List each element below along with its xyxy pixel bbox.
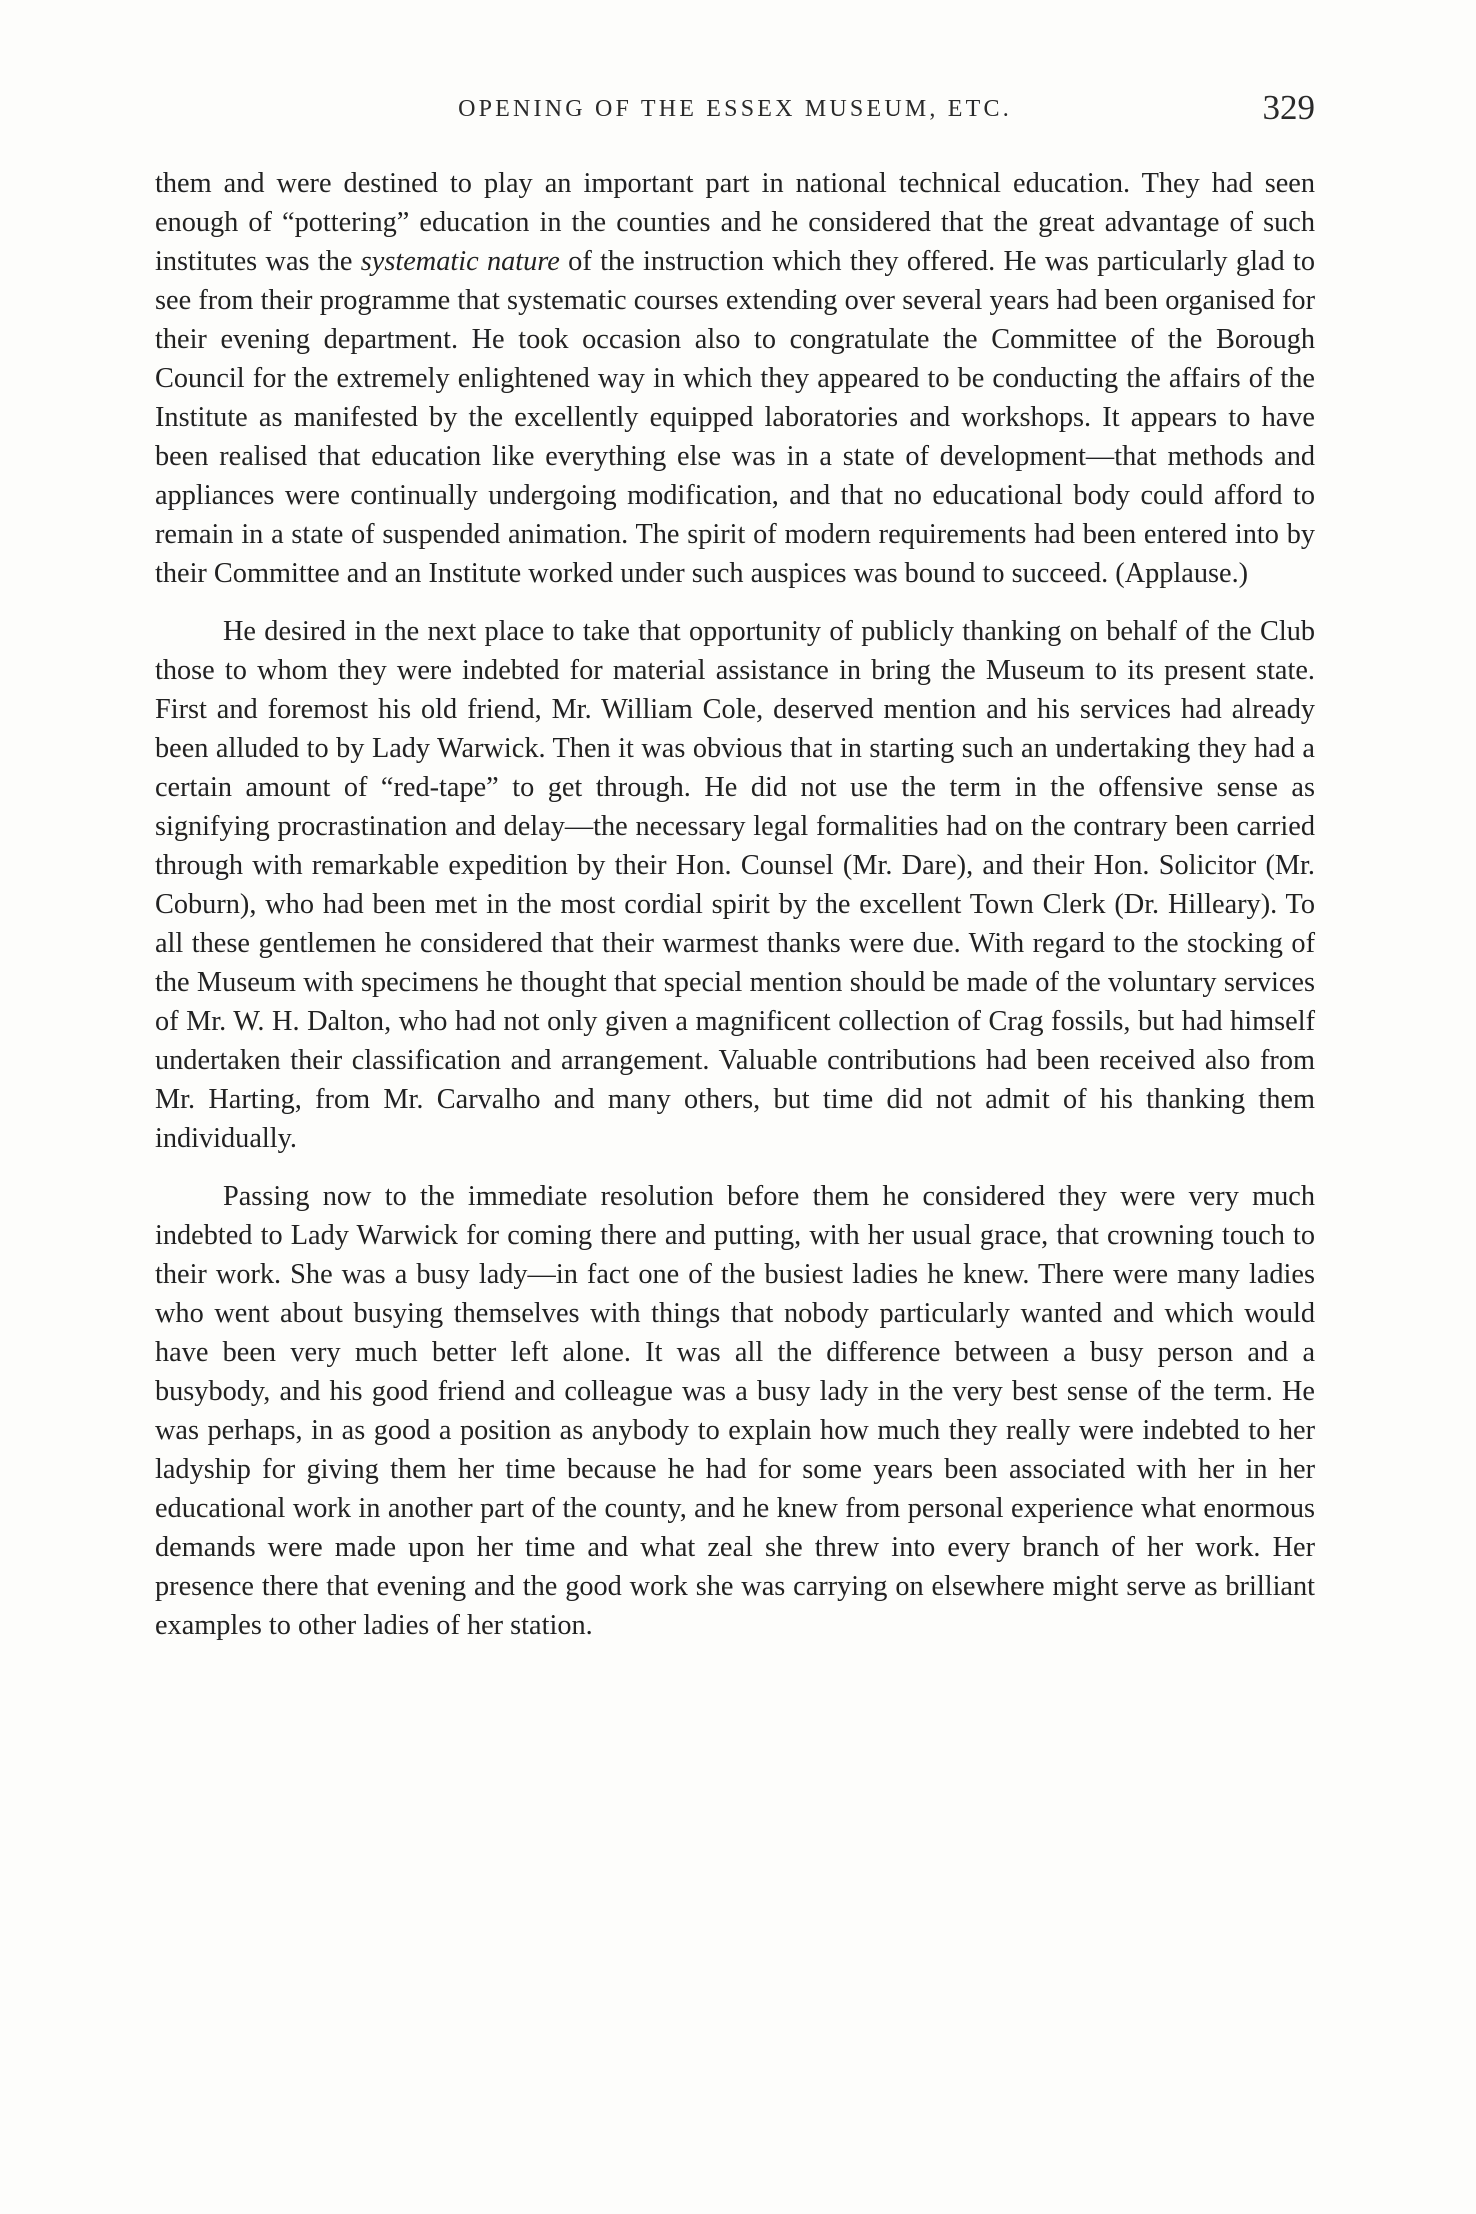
paragraph-continued [155,164,1315,593]
paragraph-resolution: Passing now to the immediate resolution before them he considered they were very much indebted to Lady Warwick for coming there and putting, with her usual grace, that crowning touch to their work. She was a busy lady—in fact one of the busiest ladies he knew. There were many ladies who went about busying themselves with things that nobody particularly wanted and which would have been very much better left alone. It was all the difference between a busy person and a busybody, and his good friend and colleague was a busy lady in the very best sense of the term. He was perhaps, in as good a position as anybody to explain how much they really were indebted to her ladyship for giving them her time because he had for some years been associated with her in her educational work in another part of the county, and he knew from personal experience what enormous demands were made upon her time and what zeal she threw into every branch of her work. Her presence there that evening and the good work she was carrying on elsewhere might serve as brilliant examples to other ladies of her station. [155,1181,1315,1641]
page-number: 329 [1262,88,1315,127]
paragraph-1-text-start: them and were destined to play an important part in national technical education. They had seen enough of “pottering” education in the counties and he considered that the great advantage of such institutes was the [155,168,1315,277]
paragraph-1-text-end: of the instruction which they offered. He was particularly glad to see from their programme that systematic courses extending over several years had been organised for their evening department. He took occasion also to congratulate the Committee of the Borough Council for the extremely enlightened way in which they appeared to be conducting the affairs of the Institute as manifested by the excellently equipped laboratories and workshops. It appears to have been realised that education like everything else was in a state of development—that methods and appliances were continually undergoing modification, and that no educational body could afford to remain in a state of suspended animation. The spirit of modern requirements had been entered into by their Committee and an Institute worked under such auspices was bound to succeed. (Applause.) [155,246,1315,589]
paragraph-1-italic-phrase: systematic nature [360,246,560,277]
paragraph-thanks: He desired in the next place to take that opportunity of publicly thanking on behalf of the Club those to whom they were indebted for material assistance in bring the Museum to its present state. First and foremost his old friend, Mr. William Cole, deserved mention and his services had already been alluded to by Lady Warwick. Then it was obvious that in starting such an undertaking they had a certain amount of “red-tape” to get through. He did not use the term in the offensive sense as signifying procrastination and delay—the necessary legal formalities had on the contrary been carried through with remarkable expedition by their Hon. Counsel (Mr. Dare), and their Hon. Solicitor (Mr. Coburn), who had been met in the most cordial spirit by the excellent Town Clerk (Dr. Hilleary). To all these gentlemen he considered that their warmest thanks were due. With regard to the stocking of the Museum with specimens he thought that special mention should be made of the voluntary services of Mr. W. H. Dalton, who had not only given a magnificent collection of Crag fossils, but had himself undertaken their classification and arrangement. Valuable contributions had been received also from Mr. Harting, from Mr. Carvalho and many others, but time did not admit of his thanking them individually. [155,616,1315,1154]
running-header [155,88,1315,136]
running-title: OPENING OF THE ESSEX MUSEUM, ETC. [458,96,1012,122]
body-text [155,164,1315,1645]
